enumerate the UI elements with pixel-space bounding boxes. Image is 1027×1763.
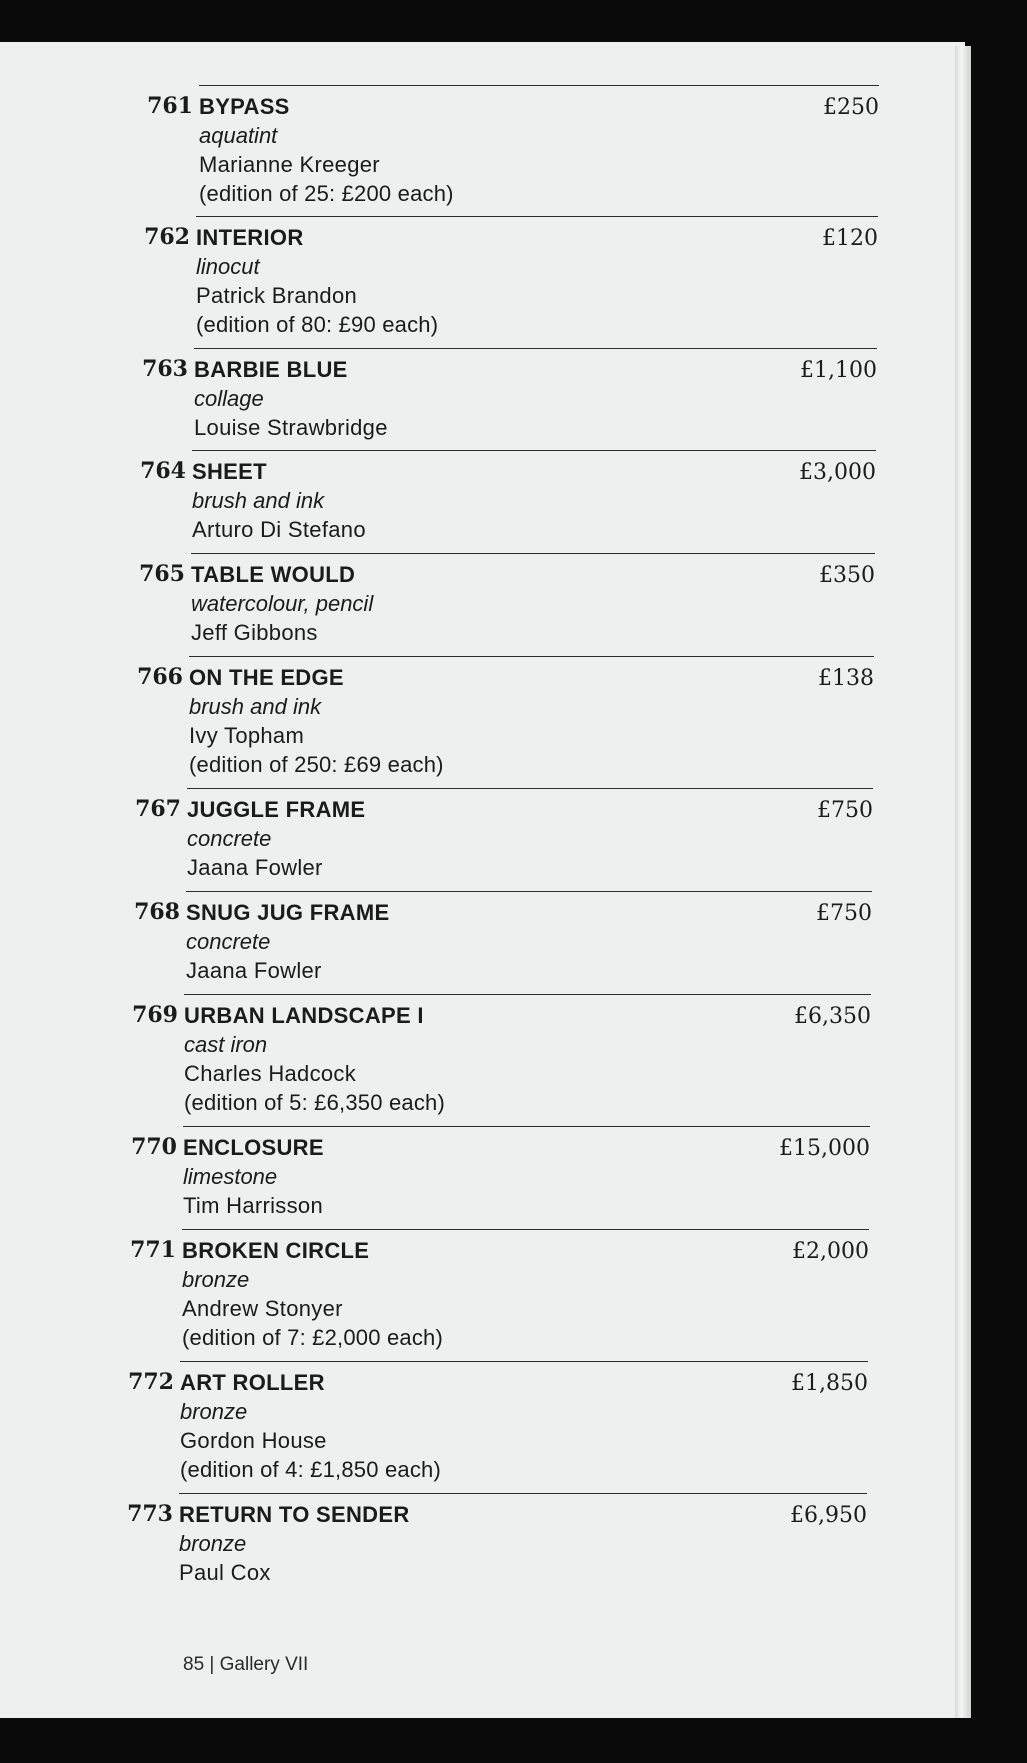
price: £120 [822,226,878,251]
price: £2,000 [792,1239,869,1264]
price: £138 [818,666,874,691]
entry-divider [196,216,878,217]
entry-divider [182,1229,869,1230]
artist-name: Jaana Fowler [187,855,323,880]
edition-info: (edition of 5: £6,350 each) [184,1090,446,1115]
artwork-title: INTERIOR [196,225,304,250]
artwork-medium: concrete [186,929,271,954]
price: £350 [819,563,875,588]
lot-number: 767 [135,796,181,822]
artist-name: Paul Cox [179,1560,271,1585]
artwork-title: URBAN LANDSCAPE I [184,1003,424,1028]
lot-number: 762 [144,224,190,250]
artwork-title: ON THE EDGE [189,665,344,690]
entry-divider [184,994,871,995]
artwork-title: BYPASS [199,94,290,119]
lot-number: 768 [134,899,180,925]
lot-number: 770 [131,1134,177,1160]
page-footer: 85 | Gallery VII [183,1654,309,1675]
entry-divider [186,891,872,892]
entry-divider [180,1361,868,1362]
lot-number: 763 [142,356,188,382]
lot-number: 772 [128,1369,174,1395]
artwork-title: RETURN TO SENDER [179,1502,410,1527]
artist-name: Gordon House [180,1428,327,1453]
artwork-medium: bronze [182,1267,250,1292]
edition-info: (edition of 250: £69 each) [189,752,444,777]
entry-divider [187,788,873,789]
artwork-medium: linocut [196,254,260,279]
book-page-edge [955,46,971,1718]
price: £750 [816,901,872,926]
edition-info: (edition of 7: £2,000 each) [182,1325,444,1350]
price: £750 [817,798,873,823]
artwork-medium: concrete [187,826,272,851]
artwork-title: BROKEN CIRCLE [182,1238,370,1263]
entry-divider [199,85,879,86]
entry-divider [183,1126,870,1127]
entry-divider [189,656,874,657]
artwork-medium: bronze [179,1531,247,1556]
artist-name: Charles Hadcock [184,1061,357,1086]
lot-number: 765 [139,561,185,587]
lot-number: 766 [137,664,183,690]
artist-name: Ivy Topham [189,723,305,748]
artist-name: Arturo Di Stefano [192,517,366,542]
catalogue-list [0,42,965,1718]
artwork-medium: bronze [180,1399,248,1424]
price: £6,350 [794,1004,871,1029]
artist-name: Patrick Brandon [196,283,358,308]
edition-info: (edition of 80: £90 each) [196,312,439,337]
entry-divider [191,553,875,554]
artwork-medium: brush and ink [192,488,325,513]
artwork-title: JUGGLE FRAME [187,797,366,822]
artist-name: Tim Harrisson [183,1193,323,1218]
entry-divider [192,450,876,451]
edition-info: (edition of 25: £200 each) [199,181,454,206]
lot-number: 771 [130,1237,176,1263]
artwork-title: ART ROLLER [180,1370,325,1395]
artwork-medium: limestone [183,1164,278,1189]
artwork-medium: collage [194,386,264,411]
artwork-medium: cast iron [184,1032,268,1057]
price: £3,000 [799,460,876,485]
price: £6,950 [790,1503,867,1528]
artwork-title: ENCLOSURE [183,1135,324,1160]
artist-name: Jeff Gibbons [191,620,318,645]
artwork-title: SHEET [192,459,267,484]
lot-number: 764 [140,458,186,484]
entry-divider [179,1493,867,1494]
artwork-medium: brush and ink [189,694,322,719]
lot-number: 761 [147,93,193,119]
artist-name: Jaana Fowler [186,958,322,983]
artwork-medium: watercolour, pencil [191,591,374,616]
catalogue-page [0,42,965,1718]
artwork-title: TABLE WOULD [191,562,356,587]
price: £250 [823,95,879,120]
artwork-title: SNUG JUG FRAME [186,900,390,925]
lot-number: 773 [127,1501,173,1527]
entry-divider [194,348,877,349]
price: £1,100 [800,358,877,383]
artwork-title: BARBIE BLUE [194,357,348,382]
artist-name: Andrew Stonyer [182,1296,343,1321]
artist-name: Marianne Kreeger [199,152,380,177]
edition-info: (edition of 4: £1,850 each) [180,1457,442,1482]
price: £1,850 [791,1371,868,1396]
artist-name: Louise Strawbridge [194,415,388,440]
artwork-medium: aquatint [199,123,278,148]
price: £15,000 [779,1136,870,1161]
lot-number: 769 [132,1002,178,1028]
